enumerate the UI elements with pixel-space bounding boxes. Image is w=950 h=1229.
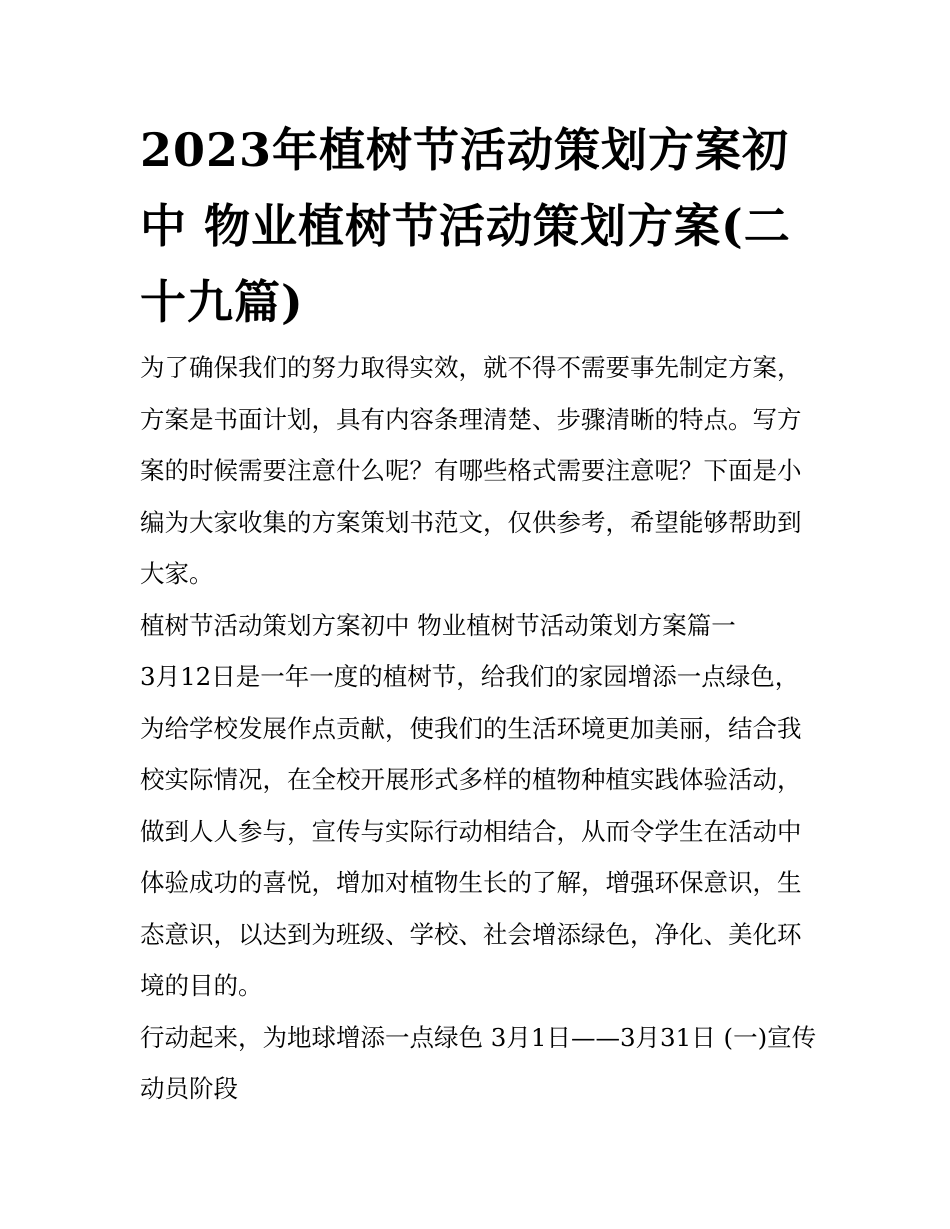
document-title: 2023年植树节活动策划方案初中 物业植树节活动策划方案(二十九篇) xyxy=(140,123,791,329)
body-paragraph: 行动起来，为地球增添一点绿色 3月1日——3月31日 (一)宣传动员阶段 xyxy=(140,1022,817,1103)
body-paragraph: 3月12日是一年一度的植树节，给我们的家园增添一点绿色，为给学校发展作点贡献，使我们的生活环境更加美丽，结合我校实际情况，在全校开展形式多样的植物种植实践体验活动，做到人人参与，宣传与实际行动相结合，从而令学生在活动中体验成功的喜悦，增加对植物生长的了解，增强环保意识，生态意识，以达到为班级、学校、社会增添绿色，净化、美化环境的目的。 xyxy=(140,662,802,1000)
document-body xyxy=(140,112,820,1115)
title-block xyxy=(140,112,820,340)
intro-paragraph: 为了确保我们的努力取得实效，就不得不需要事先制定方案，方案是书面计划，具有内容条理清楚、步骤清晰的特点。写方案的时候需要注意什么呢？有哪些格式需要注意呢？下面是小编为大家收集的方案策划书范文，仅供参考，希望能够帮助到大家。 xyxy=(140,353,802,588)
section-heading: 植树节活动策划方案初中 物业植树节活动策划方案篇一 xyxy=(140,610,736,640)
